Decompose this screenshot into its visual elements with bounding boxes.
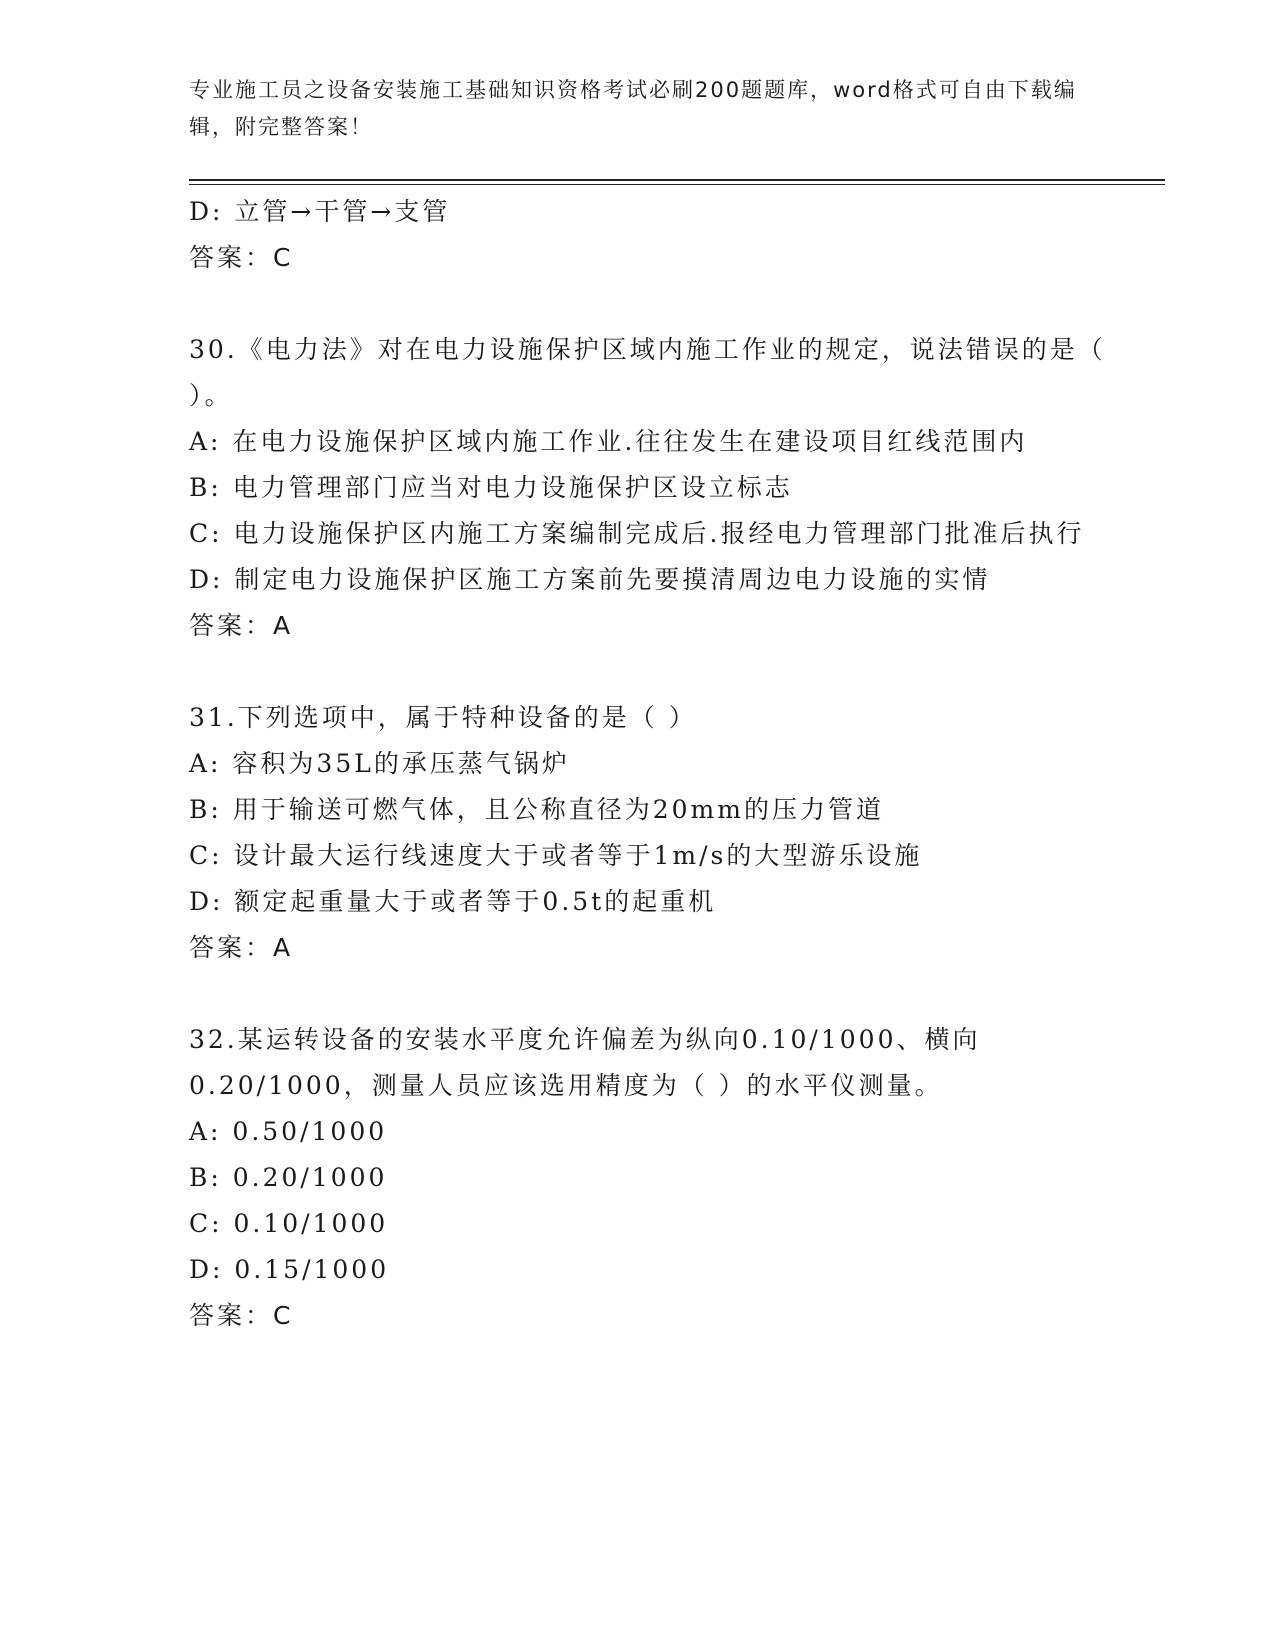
header-divider-thin xyxy=(189,184,1165,185)
option-a: A: 在电力设施保护区域内施工作业.往往发生在建设项目红线范围内 xyxy=(189,427,1028,456)
answer-line: 答案：C xyxy=(189,1301,294,1330)
option-b: B: 用于输送可燃气体，且公称直径为20mm的压力管道 xyxy=(189,795,884,824)
option-d: D: 立管→干管→支管 xyxy=(189,197,451,226)
question-block-31 xyxy=(189,695,1129,971)
header-divider-thick xyxy=(189,179,1165,181)
option-a: A: 容积为35L的承压蒸气锅炉 xyxy=(189,749,570,778)
option-c: C: 设计最大运行线速度大于或者等于1m/s的大型游乐设施 xyxy=(189,841,923,870)
option-a: A: 0.50/1000 xyxy=(189,1117,388,1146)
spacer xyxy=(189,281,1129,327)
question-stem: 32.某运转设备的安装水平度允许偏差为纵向0.10/1000、横向0.20/1000，测量人员应该选用精度为（ ）的水平仪测量。 xyxy=(189,1025,981,1100)
option-d: D: 0.15/1000 xyxy=(189,1255,390,1284)
question-block-32 xyxy=(189,1017,1129,1339)
answer-line: 答案：A xyxy=(189,933,294,962)
answer-line: 答案：A xyxy=(189,611,294,640)
page-header xyxy=(189,72,1089,146)
option-c: C: 电力设施保护区内施工方案编制完成后.报经电力管理部门批准后执行 xyxy=(189,519,1085,548)
spacer xyxy=(189,971,1129,1017)
question-block-30 xyxy=(189,327,1129,649)
header-title: 专业施工员之设备安装施工基础知识资格考试必刷200题题库，word格式可自由下载编辑，附完整答案！ xyxy=(189,78,1077,139)
answer-line: 答案：C xyxy=(189,243,294,272)
question-stem: 30.《电力法》对在电力设施保护区域内施工作业的规定，说法错误的是（ ）。 xyxy=(189,335,1106,410)
spacer xyxy=(189,649,1129,695)
question-list xyxy=(189,189,1129,1339)
option-d: D: 制定电力设施保护区施工方案前先要摸清周边电力设施的实情 xyxy=(189,565,991,594)
option-d: D: 额定起重量大于或者等于0.5t的起重机 xyxy=(189,887,717,916)
option-b: B: 0.20/1000 xyxy=(189,1163,388,1192)
option-c: C: 0.10/1000 xyxy=(189,1209,389,1238)
option-b: B: 电力管理部门应当对电力设施保护区设立标志 xyxy=(189,473,793,502)
question-stem: 31.下列选项中，属于特种设备的是（ ） xyxy=(189,703,697,732)
question-block-29 xyxy=(189,189,1129,281)
